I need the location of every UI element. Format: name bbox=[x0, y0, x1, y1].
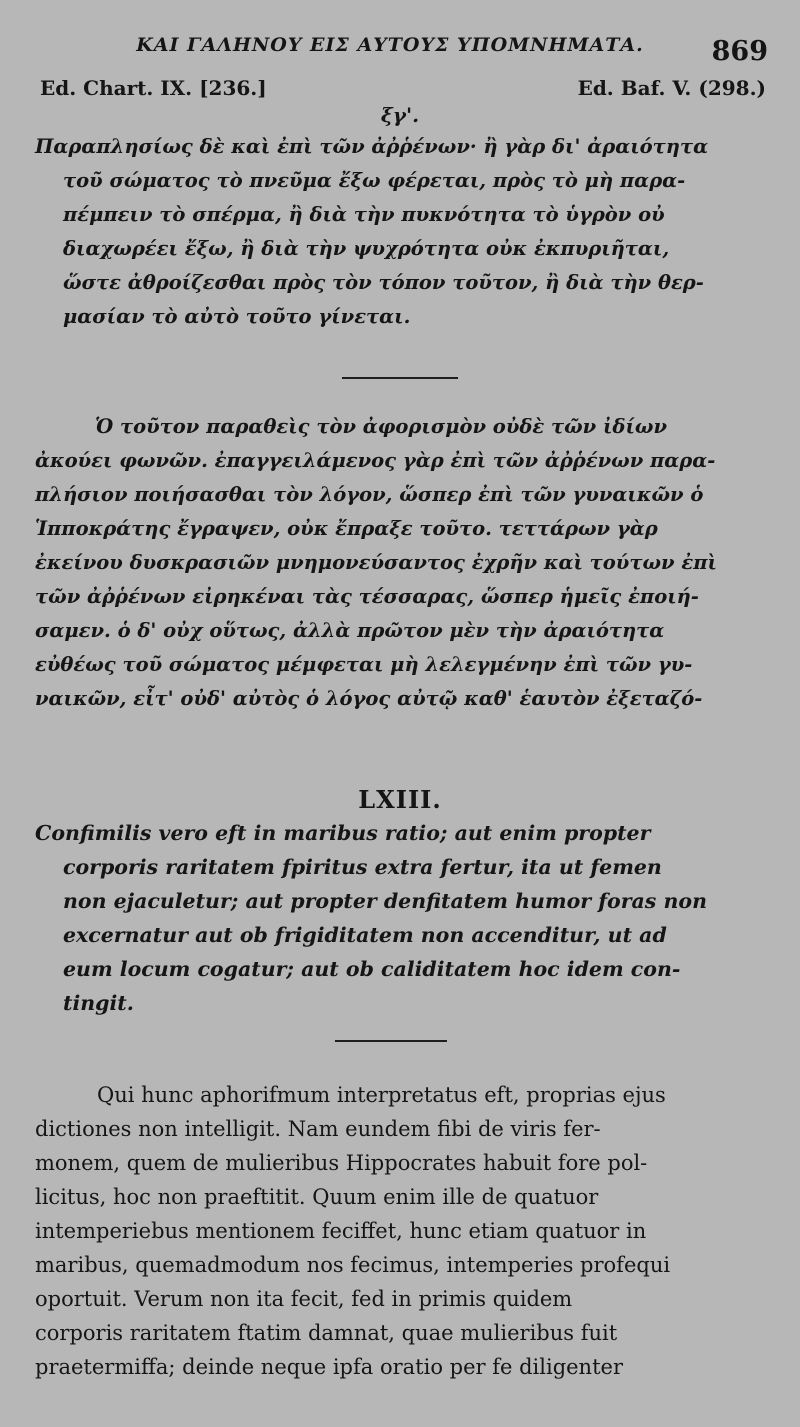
text-line: ὥστε ἀθροίζεσθαι πρὸς τὸν τόπον τοῦτον, ἢ διὰ τὴν θερ- bbox=[63, 271, 704, 294]
text-line: πέμπειν τὸ σπέρμα, ἢ διὰ τὴν πυκνότητα τὸ ὑγρὸν οὐ bbox=[63, 203, 665, 226]
text-line: licitus, hoc non praeftitit. Quum enim ille de quatuor bbox=[35, 1185, 599, 1209]
page-number: 869 bbox=[711, 36, 768, 67]
text-line: intemperiebus mentionem feciffet, hunc etiam quatuor in bbox=[35, 1219, 647, 1243]
text-line: corporis raritatem ftatim damnat, quae mulieribus fuit bbox=[35, 1321, 618, 1345]
text-line: non ejaculetur; aut propter denfitatem humor foras non bbox=[63, 889, 707, 913]
text-line: Qui hunc aphorifmum interpretatus eft, proprias ejus bbox=[97, 1083, 666, 1107]
text-line: tingit. bbox=[63, 991, 134, 1015]
text-line: maribus, quemadmodum nos fecimus, intemperies profequi bbox=[35, 1253, 671, 1277]
latin-aphorism-text bbox=[35, 816, 767, 1020]
text-line: σαμεν. ὁ δ' οὐχ οὕτως, ἀλλὰ πρῶτον μὲν τὴν ἀραιότητα bbox=[35, 619, 665, 642]
text-line: Παραπλησίως δὲ καὶ ἐπὶ τῶν ἀῤῥένων· ἢ γὰρ δι' ἀραιότητα bbox=[35, 135, 709, 158]
text-line: Confimilis vero eft in maribus ratio; aut enim propter bbox=[35, 821, 651, 845]
text-line: praetermiffa; deinde neque ipfa oratio per fe diligenter bbox=[35, 1355, 623, 1379]
edition-reference-left: Ed. Chart. IX. [236.] bbox=[40, 76, 267, 100]
running-head: ΚΑΙ ΓΑΛΗΝΟΥ ΕΙΣ ΑΥΤΟΥΣ ΥΠΟΜΝΗΜΑΤΑ. bbox=[136, 34, 644, 56]
text-line: διαχωρέει ἔξω, ἢ διὰ τὴν ψυχρότητα οὐκ ἐκπυριῆται, bbox=[63, 237, 670, 260]
greek-commentary-text bbox=[35, 410, 767, 716]
text-line: excernatur aut ob frigiditatem non accenditur, ut ad bbox=[63, 923, 667, 947]
text-line: corporis raritatem fpiritus extra fertur, ita ut femen bbox=[63, 855, 662, 879]
text-line: Ὁ τοῦτον παραθεὶς τὸν ἀφορισμὸν οὐδὲ τῶν ἰδίων bbox=[95, 415, 667, 438]
latin-commentary-text bbox=[35, 1078, 767, 1384]
text-line: eum locum cogatur; aut ob caliditatem hoc idem con- bbox=[63, 957, 681, 981]
text-line: τοῦ σώματος τὸ πνεῦμα ἔξω φέρεται, πρὸς τὸ μὴ παρα- bbox=[63, 169, 686, 192]
greek-aphorism-text bbox=[35, 130, 767, 334]
text-line: oportuit. Verum non ita fecit, fed in primis quidem bbox=[35, 1287, 573, 1311]
text-line: πλήσιον ποιήσασθαι τὸν λόγον, ὥσπερ ἐπὶ τῶν γυναικῶν ὁ bbox=[35, 483, 704, 506]
text-line: Ἱπποκράτης ἔγραψεν, οὐκ ἔπραξε τοῦτο. τεττάρων γὰρ bbox=[35, 517, 658, 540]
text-line: εὐθέως τοῦ σώματος μέμφεται μὴ λελεγμένην ἐπὶ τῶν γυ- bbox=[35, 653, 693, 676]
text-line: dictiones non intelligit. Nam eundem fibi de viris fer- bbox=[35, 1117, 601, 1141]
section-divider bbox=[335, 1040, 447, 1042]
text-line: monem, quem de mulieribus Hippocrates habuit fore pol- bbox=[35, 1151, 648, 1175]
greek-aphorism-number: ξγ'. bbox=[380, 103, 420, 127]
text-line: μασίαν τὸ αὐτὸ τοῦτο γίνεται. bbox=[63, 305, 411, 328]
text-line: ναικῶν, εἶτ' οὐδ' αὐτὸς ὁ λόγος αὐτῷ καθ' ἑαυτὸν ἐξεταζό- bbox=[35, 687, 703, 710]
section-number: LXIII. bbox=[358, 785, 442, 814]
text-line: ἀκούει φωνῶν. ἐπαγγειλάμενος γὰρ ἐπὶ τῶν ἀῤῥένων παρα- bbox=[35, 449, 716, 472]
text-line: τῶν ἀῤῥένων εἰρηκέναι τὰς τέσσαρας, ὥσπερ ἡμεῖς ἐποιή- bbox=[35, 585, 699, 608]
section-divider bbox=[342, 377, 458, 379]
edition-reference-right: Ed. Baf. V. (298.) bbox=[577, 76, 766, 100]
text-line: ἐκείνου δυσκρασιῶν μνημονεύσαντος ἐχρῆν καὶ τούτων ἐπὶ bbox=[35, 551, 717, 574]
